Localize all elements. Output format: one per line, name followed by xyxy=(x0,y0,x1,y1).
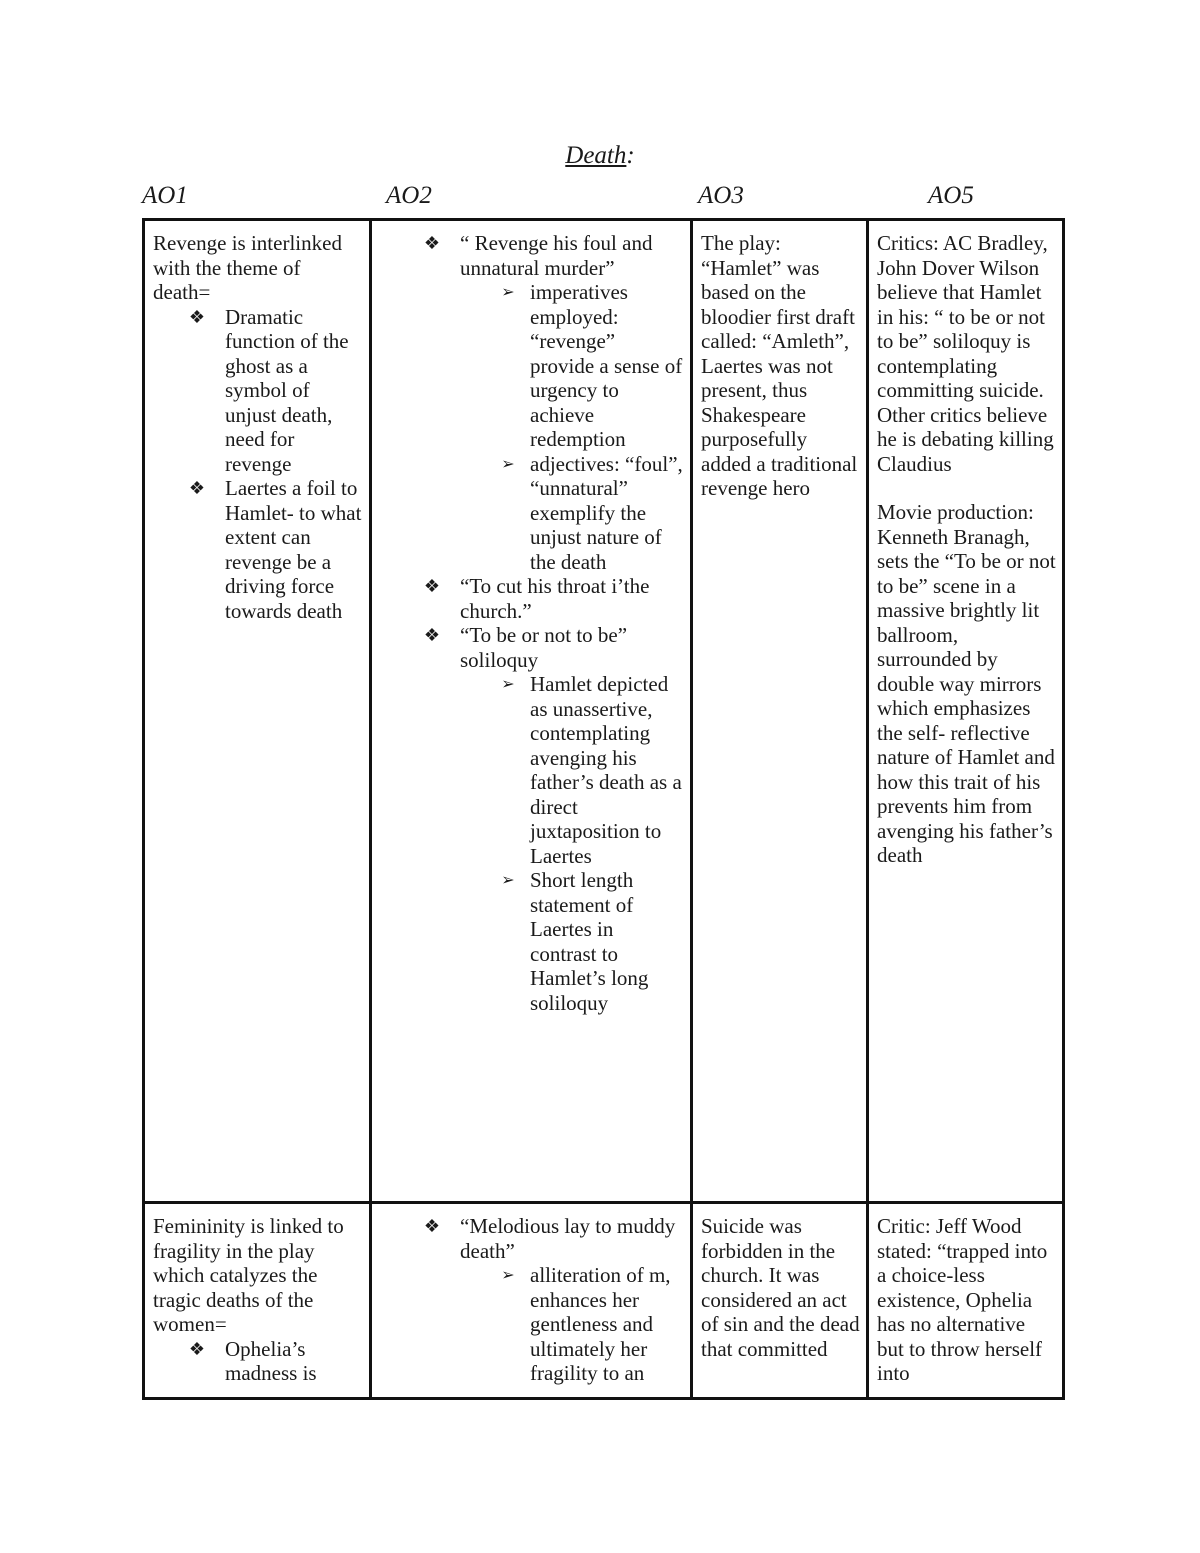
list-item xyxy=(153,305,363,477)
ao1-bullet-text: Dramatic function of the ghost as a symbol of unjust death, need for revenge xyxy=(225,304,349,476)
ao5-critics-text: Critics: AC Bradley, John Dover Wilson believe that Hamlet in his: “ to be or not to be” soliloquy is contemplating committing suicide. Other critics believe he is debating killing Claudius xyxy=(877,231,1054,476)
list-item xyxy=(153,1337,363,1386)
ao5-text: Critic: Jeff Wood stated: “trapped into a choice-less existence, Ophelia has no alternative but to throw herself into xyxy=(877,1214,1048,1385)
list-item xyxy=(460,280,684,452)
cell-ao2-revenge xyxy=(371,220,692,1203)
ao5-movie-text: Movie production: Kenneth Branagh, sets the “To be or not to be” scene in a massive brightly lit ballroom, surrounded by double way mirrors which emphasizes the self- reflective nature of Hamlet and how this trait of his prevents him from avenging his father’s death xyxy=(877,500,1056,867)
ao1-bullet-text: Ophelia’s madness is xyxy=(225,1336,317,1385)
cell-ao5-revenge xyxy=(868,220,1064,1203)
ao1-intro: Revenge is interlinked with the theme of death= xyxy=(153,231,342,304)
cell-ao2-femininity xyxy=(371,1203,692,1399)
diamond-bullet-icon: ❖ xyxy=(423,1216,441,1236)
column-heading-ao5: AO5 xyxy=(928,182,974,209)
arrow-bullet-icon: ➢ xyxy=(501,284,515,301)
column-heading-ao2: AO2 xyxy=(386,182,432,209)
ao2-sub-list xyxy=(460,280,684,574)
arrow-bullet-icon: ➢ xyxy=(501,1267,515,1284)
table-row-femininity xyxy=(144,1203,1064,1399)
analysis-table xyxy=(142,218,1065,1400)
list-item xyxy=(460,868,684,1015)
arrow-bullet-icon: ➢ xyxy=(501,676,515,693)
diamond-bullet-icon: ❖ xyxy=(423,233,441,253)
table-row-revenge xyxy=(144,220,1064,1203)
ao3-text: Suicide was forbidden in the church. It was considered an act of sin and the dead that committed xyxy=(701,1214,860,1361)
list-item xyxy=(380,574,684,623)
page-title-suffix: : xyxy=(626,142,635,169)
ao2-sub-text: adjectives: “foul”, “unnatural” exemplify the unjust nature of the death xyxy=(530,451,683,574)
ao3-text: The play: “Hamlet” was based on the bloodier first draft called: “Amleth”, Laertes was not present, thus Shakespeare purposefully added a traditional revenge hero xyxy=(701,231,858,500)
list-item xyxy=(380,231,684,574)
list-item xyxy=(153,476,363,623)
diamond-bullet-icon: ❖ xyxy=(188,306,206,327)
ao2-quote: “ Revenge his foul and unnatural murder” xyxy=(460,231,653,280)
ao2-sub-text: Hamlet depicted as unassertive, contemplating avenging his father’s death as a direct juxtaposition to Laertes xyxy=(530,672,682,868)
ao2-quote: “Melodious lay to muddy death” xyxy=(460,1214,676,1263)
page-title-text: Death xyxy=(565,142,627,169)
column-heading-ao3: AO3 xyxy=(698,182,744,209)
diamond-bullet-icon: ❖ xyxy=(188,478,206,498)
ao2-sub-list xyxy=(460,1263,684,1386)
list-item xyxy=(460,672,684,868)
ao1-bullet-list xyxy=(153,305,363,624)
list-item xyxy=(460,452,684,575)
ao1-bullet-list xyxy=(153,1337,363,1386)
cell-ao1-revenge xyxy=(144,220,371,1203)
list-item xyxy=(380,1214,684,1386)
cell-ao1-femininity xyxy=(144,1203,371,1399)
paragraph-spacer xyxy=(877,476,1056,500)
cell-ao3-femininity xyxy=(692,1203,868,1399)
ao1-bullet-text: Laertes a foil to Hamlet- to what extent can revenge be a driving force towards death xyxy=(225,476,362,623)
cell-ao5-femininity xyxy=(868,1203,1064,1399)
cell-ao3-revenge xyxy=(692,220,868,1203)
diamond-bullet-icon: ❖ xyxy=(188,1338,206,1359)
arrow-bullet-icon: ➢ xyxy=(501,455,515,473)
ao2-quote: “To cut his throat i’the church.” xyxy=(460,574,650,623)
page-title xyxy=(0,142,1200,170)
ao2-sub-text: alliteration of m, enhances her gentleness and ultimately her fragility to an xyxy=(530,1263,671,1385)
ao2-sub-text: Short length statement of Laertes in contrast to Hamlet’s long soliloquy xyxy=(530,868,649,1015)
ao2-bullet-list xyxy=(380,231,684,1015)
ao2-sub-list xyxy=(460,672,684,1015)
ao2-quote: “To be or not to be” soliloquy xyxy=(460,623,628,672)
arrow-bullet-icon: ➢ xyxy=(501,872,515,889)
ao2-sub-text: imperatives employed: “revenge” provide a sense of urgency to achieve redemption xyxy=(530,280,683,451)
ao1-intro: Femininity is linked to fragility in the play which catalyzes the tragic deaths of the women= xyxy=(153,1214,344,1336)
list-item xyxy=(380,623,684,1015)
list-item xyxy=(460,1263,684,1386)
diamond-bullet-icon: ❖ xyxy=(423,625,441,645)
diamond-bullet-icon: ❖ xyxy=(423,576,441,596)
ao2-bullet-list xyxy=(380,1214,684,1386)
column-heading-ao1: AO1 xyxy=(142,182,188,209)
